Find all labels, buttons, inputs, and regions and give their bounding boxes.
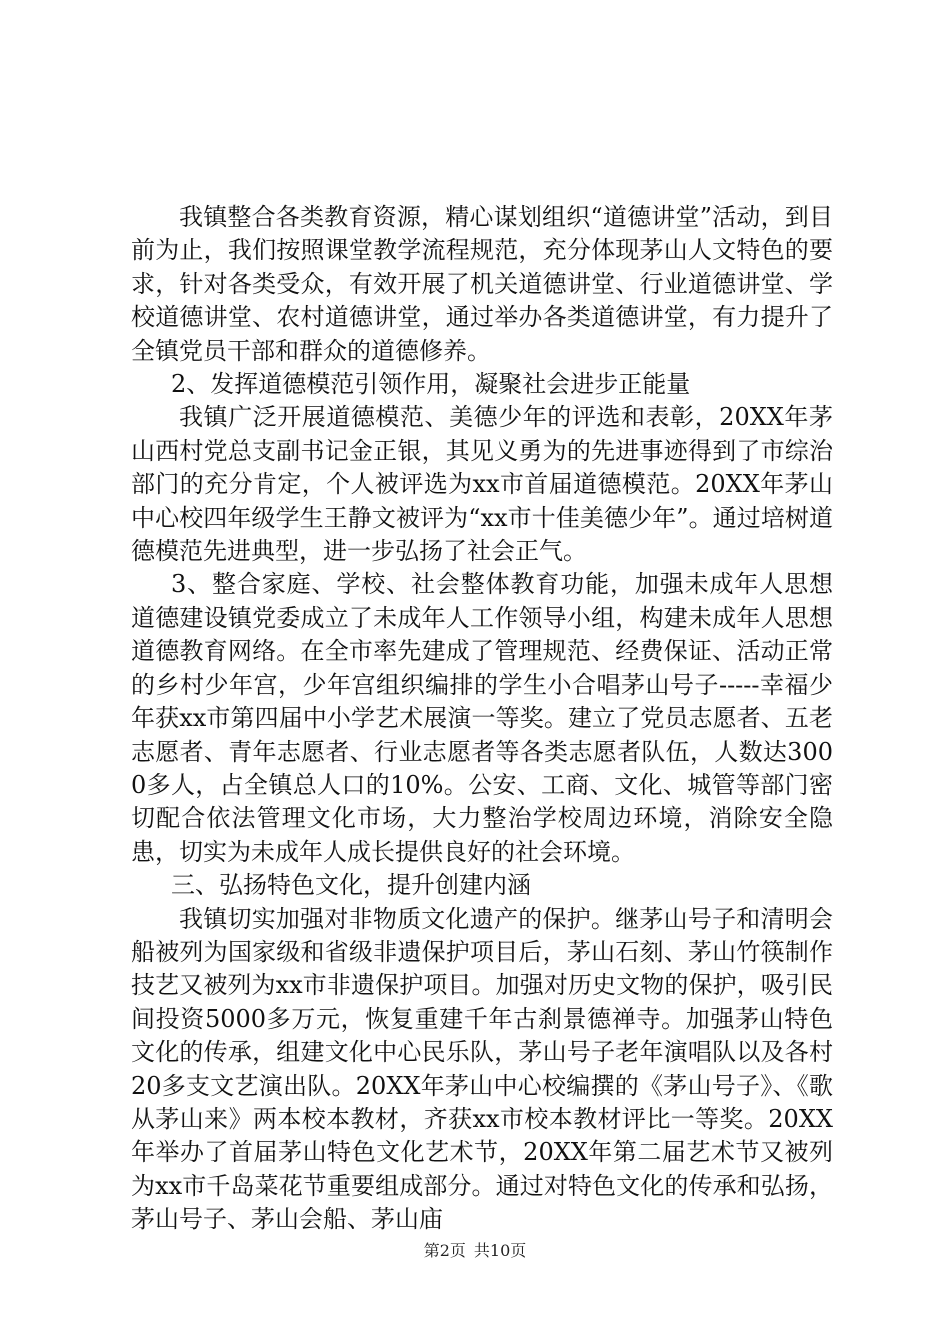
document-body: [131, 201, 833, 1237]
paragraph-moral-lecture: 我镇整合各类教育资源，精心谋划组织“道德讲堂”活动，到目前为止，我们按照课堂教学流程规范，充分体现茅山人文特色的要求，针对各类受众，有效开展了机关道德讲堂、行业道德讲堂、学校道德讲堂、农村道德讲堂，通过举办各类道德讲堂，有力提升了全镇党员干部和群众的道德修养。: [131, 203, 833, 365]
paragraph-special-culture: 我镇切实加强对非物质文化遗产的保护。继茅山号子和清明会船被列为国家级和省级非遗保护项目后，茅山石刻、茅山竹筷制作技艺又被列为xx市非遗保护项目。加强对历史文物的保护，吸引民间投资5000多万元，恢复重建千年古刹景德禅寺。加强茅山特色文化的传承，组建文化中心民乐队，茅山号子老年演唱队以及各村20多支文艺演出队。20XX年茅山中心校编撰的《茅山号子》、《歌从茅山来》两本校本教材，齐获xx市校本教材评比一等奖。20XX年举办了首届茅山特色文化艺术节，20XX年第二届艺术节又被列为xx市千岛菜花节重要组成部分。通过对特色文化的传承和弘扬，茅山号子、茅山会船、茅山庙: [131, 904, 833, 1234]
page-footer: [0, 1241, 950, 1261]
heading-moral-models: 2、发挥道德模范引领作用，凝聚社会进步正能量: [171, 370, 691, 399]
page-total: 共10页: [473, 1241, 527, 1260]
paragraph-moral-models: 我镇广泛开展道德模范、美德少年的评选和表彰，20XX年茅山西村党总支副书记金正银，其见义勇为的先进事迹得到了市综治部门的充分肯定，个人被评选为xx市首届道德模范。20XX年茅山中心校四年级学生王静文被评为“xx市十佳美德少年”。通过培树道德模范先进典型，进一步弘扬了社会正气。: [131, 403, 833, 566]
page-number: 第2页: [423, 1241, 466, 1260]
heading-special-culture: 三、弘扬特色文化，提升创建内涵: [171, 871, 531, 900]
paragraph-minors-education: 3、整合家庭、学校、社会整体教育功能，加强未成年人思想道德建设镇党委成立了未成年人工作领导小组，构建未成年人思想道德教育网络。在全市率先建成了管理规范、经费保证、活动正常的乡村少年宫，少年宫组织编排的学生小合唱茅山号子-----幸福少年获xx市第四届中小学艺术展演一等奖。建立了党员志愿者、五老志愿者、青年志愿者、行业志愿者等各类志愿者队伍，人数达3000多人，占全镇总人口的10%。公安、工商、文化、城管等部门密切配合依法管理文化市场，大力整治学校周边环境，消除安全隐患，切实为未成年人成长提供良好的社会环境。: [131, 570, 833, 866]
